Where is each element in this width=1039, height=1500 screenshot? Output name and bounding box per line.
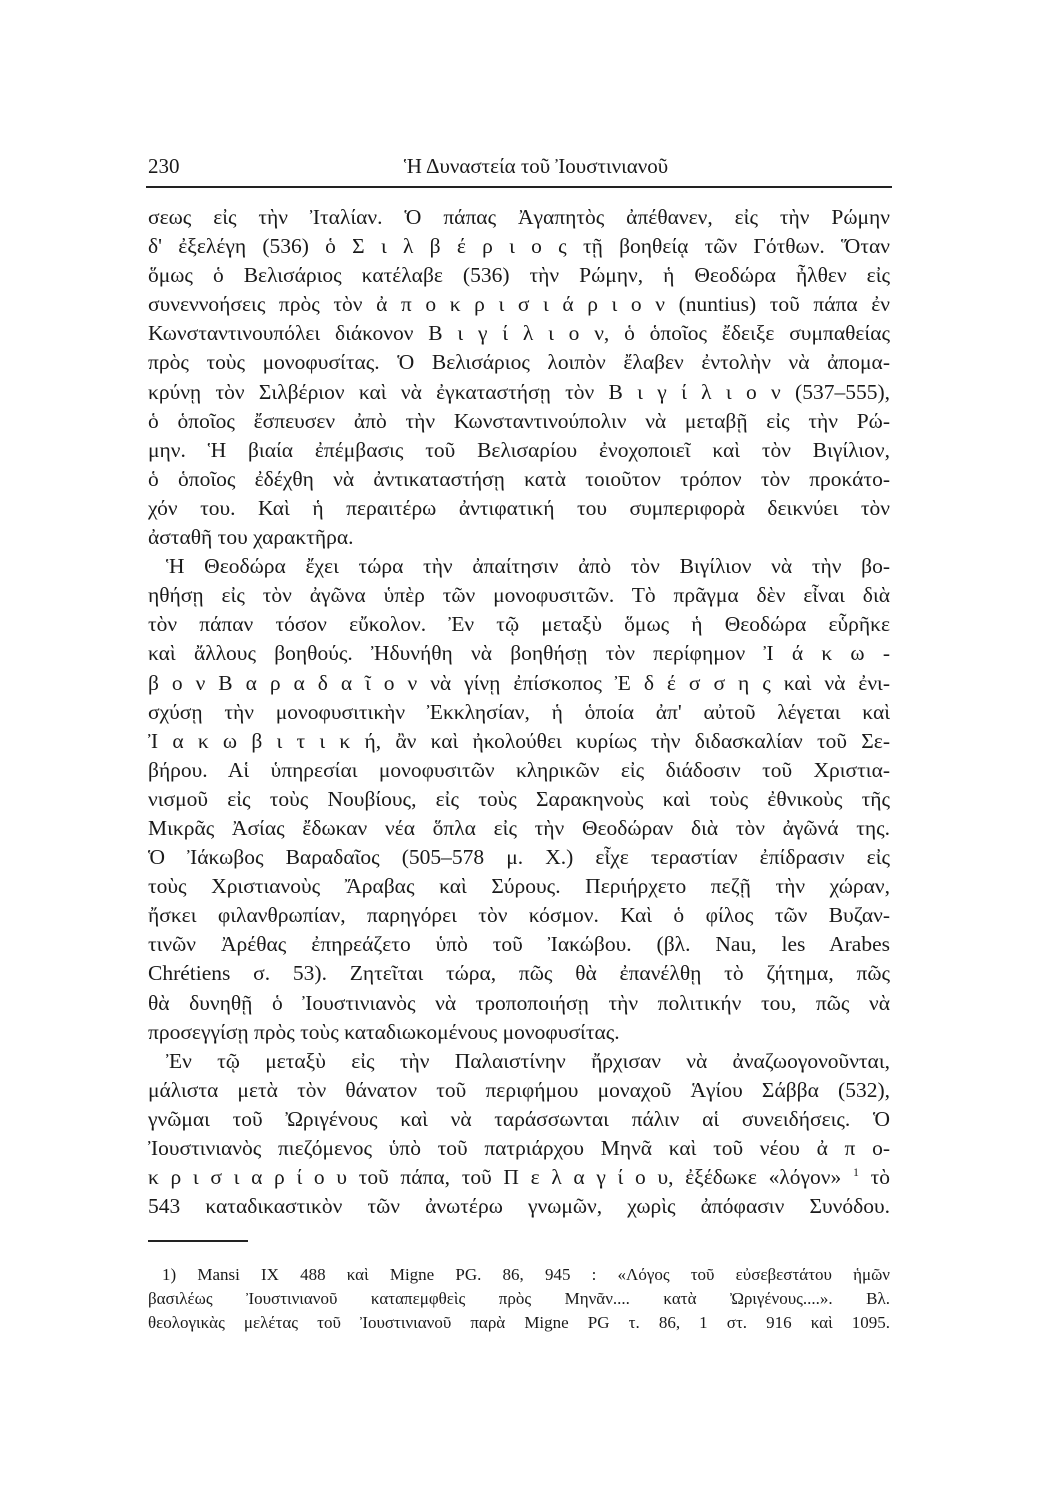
text-line: Μικρᾶς Ἀσίας ἔδωκαν νέα ὅπλα εἰς τὴν Θεοδώραν διὰ τὸν ἀγῶνά της.: [148, 815, 890, 840]
text-line: Ἰουστινιανὸς πιεζόμενος ὑπὸ τοῦ πατριάρχου Μηνᾶ καὶ τοῦ νέου ἀ π ο-: [148, 1136, 890, 1160]
paragraph-start-line: Ἐν τῷ μεταξὺ εἰς τὴν Παλαιστίνην ἤρχισαν νὰ ἀναζωογονοῦνται,: [166, 1048, 890, 1073]
text-line: προσεγγίσῃ πρὸς τοὺς καταδιωκομένους μονοφυσίτας.: [148, 1019, 620, 1044]
text-line: 543 καταδικαστικὸν τῶν ἀνωτέρω γνωμῶν, χωρὶς ἀπόφασιν Συνόδου.: [148, 1194, 890, 1219]
text-line: τοὺς Χριστιανοὺς Ἄραβας καὶ Σύρους. Περιήρχετο πεζῇ τὴν χώραν,: [148, 874, 890, 899]
header-rule: [146, 186, 892, 188]
text-line: χόν του. Καὶ ἡ περαιτέρω ἀντιφατική του συμπεριφορὰ δεικνύει τὸν: [148, 495, 890, 520]
text-line: δ' ἐξελέγη (536) ὁ Σ ι λ β έ ρ ι ο ς τῇ βοηθείᾳ τῶν Γότθων. Ὅταν: [148, 234, 890, 259]
text-line: ἀσταθῆ του χαρακτῆρα.: [148, 525, 354, 550]
text-line: σεως εἰς τὴν Ἰταλίαν. Ὁ πάπας Ἀγαπητὸς ἀπέθανεν, εἰς τὴν Ρώμην: [148, 205, 890, 229]
text-line: θὰ δυνηθῇ ὁ Ἰουστινιανὸς νὰ τροποποιήσῃ τὴν πολιτικήν του, πῶς νὰ: [148, 990, 890, 1015]
text-line: ἤσκει φιλανθρωπίαν, παρηγόρει τὸν κόσμον. Καὶ ὁ φίλος τῶν Βυζαν-: [148, 903, 890, 928]
text-line: γνῶμαι τοῦ Ὠριγένους καὶ νὰ ταράσσωνται πάλιν αἱ συνειδήσεις. Ὁ: [148, 1106, 890, 1131]
text-line: ηθήσῃ εἰς τὸν ἀγῶνα ὑπὲρ τῶν μονοφυσιτῶν. Τὸ πρᾶγμα δὲν εἶναι διὰ: [148, 583, 890, 608]
text-line: σχύσῃ τὴν μονοφυσιτικὴν Ἐκκλησίαν, ἡ ὁποία ἀπ' αὐτοῦ λέγεται καὶ: [148, 699, 890, 724]
footnote-line: θεολογικὰς μελέτας τοῦ Ἰουστινιανοῦ παρὰ Migne PG τ. 86, 1 στ. 916 καὶ 1095.: [148, 1313, 890, 1332]
text-line: τινῶν Ἀρέθας ἐπηρεάζετο ὑπὸ τοῦ Ἰακώβου. (βλ. Nau, les Arabes: [148, 932, 890, 957]
text-line: τὸν πάπαν τόσον εὔκολον. Ἐν τῷ μεταξὺ ὅμως ἡ Θεοδώρα εὗρῆκε: [148, 612, 890, 637]
text-line: Κωνσταντινουπόλει διάκονον Β ι γ ί λ ι ο ν, ὁ ὁποῖος ἔδειξε συμπαθείας: [148, 321, 890, 346]
text-segment: τὸ: [870, 1165, 891, 1190]
text-line: ὁ ὁποῖος ἔσπευσεν ἀπὸ τὴν Κωνσταντινούπολιν νὰ μεταβῇ εἰς τὴν Ρώ-: [148, 408, 890, 433]
text-line: ὅμως ὁ Βελισάριος κατέλαβε (536) τὴν Ρώμην, ἡ Θεοδώρα ἦλθεν εἰς: [148, 263, 890, 288]
paragraph-start-line: Ἡ Θεοδώρα ἔχει τώρα τὴν ἀπαίτησιν ἀπὸ τὸν Βιγίλιον νὰ τὴν βο-: [166, 554, 890, 579]
text-line: Chrétiens σ. 53). Ζητεῖται τώρα, πῶς θὰ ἐπανέλθῃ τὸ ζήτημα, πῶς: [148, 961, 890, 986]
running-title: Ἡ Δυναστεία τοῦ Ἰουστινιανοῦ: [403, 154, 669, 178]
text-segment: κ ρ ι σ ι α ρ ί ο υ τοῦ πάπα, τοῦ Π ε λ α γ ί ο υ, ἐξέδωκε «λόγον»: [148, 1165, 842, 1190]
text-line: μάλιστα μετὰ τὸν θάνατον τοῦ περιφήμου μοναχοῦ Ἁγίου Σάββα (532),: [148, 1077, 890, 1102]
text-line: νισμοῦ εἰς τοὺς Νουβίους, εἰς τοὺς Σαρακηνοὺς καὶ τοὺς ἐθνικοὺς τῆς: [148, 786, 890, 811]
text-line: Ὁ Ἰάκωβος Βαραδαῖος (505–578 μ. Χ.) εἶχε τεραστίαν ἐπίδρασιν εἰς: [148, 845, 890, 870]
text-line: καὶ ἄλλους βοηθούς. Ἠδυνήθη νὰ βοηθήσῃ τὸν περίφημον Ἰ ά κ ω -: [148, 641, 890, 666]
text-line: μην. Ἡ βιαία ἐπέμβασις τοῦ Βελισαρίου ἐνοχοποιεῖ καὶ τὸν Βιγίλιον,: [148, 437, 890, 462]
footnote-line: βασιλέως Ἰουστινιανοῦ καταπεμφθεὶς πρὸς Μηνᾶν.... κατὰ Ὠριγένους....». Βλ.: [148, 1289, 890, 1308]
footnote-rule: [148, 1240, 248, 1242]
text-line: ὁ ὁποῖος ἐδέχθη νὰ ἀντικαταστήσῃ κατὰ τοιοῦτον τρόπον τὸν προκάτο-: [148, 466, 890, 491]
body-text: [148, 203, 890, 1221]
text-line: β ο ν Β α ρ α δ α ῖ ο ν νὰ γίνῃ ἐπίσκοπος Ἐ δ έ σ σ η ς καὶ νὰ ἐνι-: [148, 670, 890, 695]
page-number: 230: [148, 154, 180, 178]
footnote-reference[interactable]: 1: [852, 1164, 859, 1179]
footnote-line: 1) Mansi IX 488 καὶ Migne PG. 86, 945 : «Λόγος τοῦ εὐσεβεστάτου ἡμῶν: [162, 1265, 890, 1284]
text-line: Ἰ α κ ω β ι τ ι κ ή, ἂν καὶ ἠκολούθει κυρίως τὴν διδασκαλίαν τοῦ Σε-: [148, 728, 890, 753]
text-line: πρὸς τοὺς μονοφυσίτας. Ὁ Βελισάριος λοιπὸν ἔλαβεν ἐντολὴν νὰ ἀπομα-: [148, 350, 890, 375]
text-line: συνεννοήσεις πρὸς τὸν ἀ π ο κ ρ ι σ ι ά ρ ι ο ν (nuntius) τοῦ πάπα ἐν: [148, 292, 890, 317]
text-line: κρύνῃ τὸν Σιλβέριον καὶ νὰ ἐγκαταστήσῃ τὸν Β ι γ ί λ ι ο ν (537–555),: [148, 379, 890, 404]
text-line: βήρου. Αἱ ὑπηρεσίαι μονοφυσιτῶν κληρικῶν εἰς διάδοσιν τοῦ Χριστια-: [148, 757, 890, 782]
text-line: [148, 1163, 890, 1192]
footnotes: [148, 1263, 890, 1335]
